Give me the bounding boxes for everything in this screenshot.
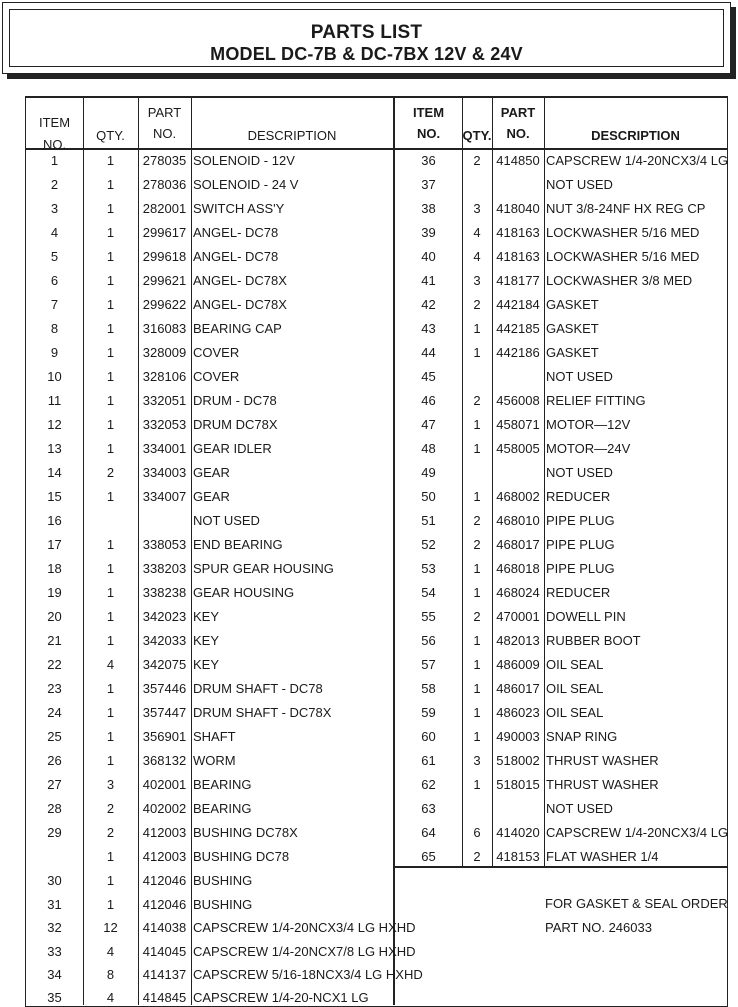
part-no-cell: 518015 <box>496 777 540 792</box>
description-cell: NOT USED <box>546 369 613 384</box>
description-cell: KEY <box>193 633 220 648</box>
qty-cell: 1 <box>106 177 115 192</box>
part-no-cell: 418177 <box>496 273 540 288</box>
item-no-cell: 7 <box>50 297 59 312</box>
item-no-cell: 44 <box>421 345 436 360</box>
description-cell: SOLENOID - 12V <box>193 153 295 168</box>
description-cell: GEAR HOUSING <box>193 585 295 600</box>
description-cell: BUSHING <box>193 873 253 888</box>
item-no-cell: 36 <box>421 153 436 168</box>
description-cell: CAPSCREW 5/16-18NCX3/4 LG HXHD <box>193 966 423 982</box>
description-cell: ANGEL- DC78 <box>193 249 279 264</box>
description-cell: ANGEL- DC78 <box>193 225 279 240</box>
part-no-cell: 282001 <box>142 201 187 216</box>
item-no-cell: 56 <box>421 633 436 648</box>
item-no-cell: 12 <box>47 417 62 432</box>
qty-cell: 1 <box>106 681 115 696</box>
description-cell: BEARING <box>193 777 252 792</box>
qty-cell: 1 <box>473 585 481 600</box>
parts-table <box>25 96 728 1007</box>
item-no-cell: 52 <box>421 537 436 552</box>
part-no-cell: 342075 <box>142 657 187 672</box>
description-cell: LOCKWASHER 5/16 MED <box>546 225 700 240</box>
item-no-cell: 18 <box>47 561 62 576</box>
part-no-cell: 442184 <box>496 297 540 312</box>
part-no-cell: 402002 <box>142 801 187 816</box>
part-no-cell: 357447 <box>142 705 187 720</box>
description-cell: NOT USED <box>546 177 613 192</box>
item-no-cell: 16 <box>47 513 62 528</box>
part-no-cell: 414850 <box>496 153 540 168</box>
item-no-cell: 26 <box>47 753 62 768</box>
description-cell: CAPSCREW 1/4-20NCX7/8 LG HXHD <box>193 943 416 959</box>
description-cell: CAPSCREW 1/4-20-NCX1 LG <box>193 990 369 1006</box>
part-no-cell: 299617 <box>142 225 187 240</box>
part-no-cell: 342033 <box>142 633 187 648</box>
qty-cell: 1 <box>473 657 481 672</box>
qty-cell: 1 <box>473 729 481 744</box>
description-cell: GEAR IDLER <box>193 441 272 456</box>
note-line2: PART NO. 246033 <box>545 920 652 935</box>
part-no-cell: 456008 <box>496 393 540 408</box>
header-qty-right: QTY. <box>462 128 492 143</box>
description-cell: OIL SEAL <box>546 657 604 672</box>
header-part-line2: NO. <box>152 126 177 141</box>
qty-cell: 2 <box>473 393 481 408</box>
item-no-cell: 38 <box>421 201 436 216</box>
qty-cell: 1 <box>473 561 481 576</box>
qty-cell: 1 <box>473 681 481 696</box>
description-cell: DOWELL PIN <box>546 609 626 624</box>
item-no-cell: 10 <box>47 369 62 384</box>
part-no-cell: 338203 <box>142 561 187 576</box>
item-no-cell: 43 <box>421 321 436 336</box>
description-cell: DRUM - DC78 <box>193 393 277 408</box>
description-cell: END BEARING <box>193 537 283 552</box>
qty-cell: 1 <box>106 537 115 552</box>
part-no-cell: 468017 <box>496 537 540 552</box>
header-item-no: ITEM NO. <box>38 115 71 152</box>
item-no-cell: 49 <box>421 465 436 480</box>
qty-cell: 1 <box>473 345 481 360</box>
item-no-cell: 46 <box>421 393 436 408</box>
part-no-cell: 412003 <box>142 849 187 864</box>
header-qty: QTY. <box>96 128 125 143</box>
description-cell: NUT 3/8-24NF HX REG CP <box>546 201 706 216</box>
page-title: PARTS LIST <box>310 22 423 43</box>
qty-cell: 1 <box>106 153 115 168</box>
description-cell: BEARING <box>193 801 252 816</box>
item-no-cell: 27 <box>47 777 62 792</box>
description-cell: GEAR <box>193 489 230 504</box>
description-cell: SOLENOID - 24 V <box>193 177 299 192</box>
qty-cell: 1 <box>473 321 481 336</box>
description-cell: BUSHING DC78X <box>193 825 298 840</box>
item-no-cell: 14 <box>47 465 62 480</box>
item-no-cell: 23 <box>47 681 62 696</box>
qty-cell: 1 <box>106 297 115 312</box>
qty-cell: 4 <box>473 225 481 240</box>
item-no-cell: 53 <box>421 561 436 576</box>
part-no-cell: 412046 <box>142 873 187 888</box>
part-no-cell: 338053 <box>142 537 187 552</box>
qty-cell: 2 <box>473 297 481 312</box>
qty-cell: 1 <box>106 729 115 744</box>
description-cell: GEAR <box>193 465 230 480</box>
qty-cell: 1 <box>106 585 115 600</box>
item-no-cell: 15 <box>47 489 62 504</box>
item-no-cell: 48 <box>421 441 436 456</box>
qty-cell: 1 <box>106 225 115 240</box>
part-no-cell: 334003 <box>142 465 187 480</box>
part-no-cell: 414845 <box>142 990 187 1006</box>
description-cell: REDUCER <box>546 489 611 504</box>
header-part-right-line2: NO. <box>506 126 530 141</box>
part-no-cell: 418153 <box>496 849 540 864</box>
item-no-cell: 9 <box>50 345 59 360</box>
part-no-cell: 316083 <box>142 321 187 336</box>
col-divider <box>544 98 545 868</box>
item-no-cell: 50 <box>421 489 436 504</box>
item-no-cell: 31 <box>47 897 62 912</box>
description-cell: GASKET <box>546 321 599 336</box>
item-no-cell: 42 <box>421 297 436 312</box>
qty-cell: 1 <box>106 345 115 360</box>
qty-cell: 1 <box>106 897 115 912</box>
header-item-line2: NO. <box>416 126 441 141</box>
description-cell: THRUST WASHER <box>546 777 659 792</box>
qty-cell: 4 <box>106 990 115 1006</box>
description-cell: RELIEF FITTING <box>546 393 646 408</box>
part-no-cell: 518002 <box>496 753 540 768</box>
description-cell: LOCKWASHER 3/8 MED <box>546 273 693 288</box>
qty-cell: 1 <box>106 633 115 648</box>
part-no-cell: 458071 <box>496 417 540 432</box>
description-cell: CAPSCREW 1/4-20NCX3/4 LG <box>546 825 729 840</box>
item-no-cell: 6 <box>50 273 59 288</box>
description-cell: DRUM SHAFT - DC78 <box>193 681 323 696</box>
part-no-cell: 470001 <box>496 609 540 624</box>
qty-cell: 1 <box>106 561 115 576</box>
description-cell: WORM <box>193 753 236 768</box>
qty-cell: 3 <box>473 753 481 768</box>
title-inner-frame <box>9 9 724 67</box>
item-no-cell: 55 <box>421 609 436 624</box>
part-no-cell: 356901 <box>142 729 187 744</box>
item-no-cell: 34 <box>47 966 62 982</box>
part-no-cell: 486017 <box>496 681 540 696</box>
description-cell: BUSHING <box>193 897 253 912</box>
description-cell: GASKET <box>546 297 599 312</box>
item-no-cell: 45 <box>421 369 436 384</box>
item-no-cell: 61 <box>421 753 436 768</box>
qty-cell: 2 <box>106 801 115 816</box>
part-no-cell: 486009 <box>496 657 540 672</box>
item-no-cell: 1 <box>50 153 59 168</box>
part-no-cell: 299618 <box>142 249 187 264</box>
description-cell: DRUM DC78X <box>193 417 278 432</box>
qty-cell: 2 <box>473 537 481 552</box>
item-no-cell: 4 <box>50 225 59 240</box>
description-cell: MOTOR—24V <box>546 441 631 456</box>
item-no-cell: 62 <box>421 777 436 792</box>
qty-cell: 1 <box>106 489 115 504</box>
part-no-cell: 299621 <box>142 273 187 288</box>
qty-cell: 1 <box>106 249 115 264</box>
item-no-cell: 21 <box>47 633 62 648</box>
description-cell: CAPSCREW 1/4-20NCX3/4 LG <box>546 153 729 168</box>
item-no-cell: 8 <box>50 321 59 336</box>
qty-cell: 1 <box>106 873 115 888</box>
qty-cell: 2 <box>473 609 481 624</box>
item-no-cell: 30 <box>47 873 62 888</box>
description-cell: ANGEL- DC78X <box>193 297 287 312</box>
item-no-cell: 41 <box>421 273 436 288</box>
item-no-cell: 17 <box>47 537 62 552</box>
description-cell: PIPE PLUG <box>546 561 615 576</box>
page-subtitle: MODEL DC-7B & DC-7BX 12V & 24V <box>210 44 523 64</box>
qty-cell: 1 <box>106 273 115 288</box>
description-cell: SWITCH ASS'Y <box>193 201 285 216</box>
description-cell: CAPSCREW 1/4-20NCX3/4 LG HXHD <box>193 920 416 936</box>
part-no-cell: 482013 <box>496 633 540 648</box>
part-no-cell: 332051 <box>142 393 187 408</box>
part-no-cell: 442185 <box>496 321 540 336</box>
description-cell: COVER <box>193 345 240 360</box>
description-cell: KEY <box>193 657 220 672</box>
item-no-cell: 40 <box>421 249 436 264</box>
part-no-cell: 278036 <box>142 177 187 192</box>
header-part-line1: PART <box>147 105 182 120</box>
item-no-cell: 65 <box>421 849 436 864</box>
qty-cell: 1 <box>106 441 115 456</box>
part-no-cell: 412003 <box>142 825 187 840</box>
qty-cell: 8 <box>106 966 115 982</box>
item-no-cell: 19 <box>47 585 62 600</box>
qty-cell: 1 <box>473 705 481 720</box>
item-no-cell: 58 <box>421 681 436 696</box>
description-cell: ANGEL- DC78X <box>193 273 287 288</box>
description-cell: SNAP RING <box>546 729 618 744</box>
part-no-cell: 328106 <box>142 369 187 384</box>
qty-cell: 3 <box>106 777 115 792</box>
item-no-cell: 13 <box>47 441 62 456</box>
item-no-cell: 25 <box>47 729 62 744</box>
qty-cell: 4 <box>473 249 481 264</box>
item-no-cell: 3 <box>50 201 59 216</box>
item-no-cell: 64 <box>421 825 436 840</box>
item-no-cell: 60 <box>421 729 436 744</box>
item-no-cell: 51 <box>421 513 436 528</box>
item-no-cell: 32 <box>47 920 62 936</box>
qty-cell: 2 <box>473 849 481 864</box>
part-no-cell: 338238 <box>142 585 187 600</box>
header-part-right-line1: PART <box>500 105 536 120</box>
part-no-cell: 468010 <box>496 513 540 528</box>
part-no-cell: 334001 <box>142 441 187 456</box>
part-no-cell: 414038 <box>142 920 187 936</box>
item-no-cell: 24 <box>47 705 62 720</box>
qty-cell: 1 <box>473 777 481 792</box>
qty-cell: 4 <box>106 943 115 959</box>
description-cell: NOT USED <box>546 465 613 480</box>
item-no-cell: 57 <box>421 657 436 672</box>
part-no-cell: 357446 <box>142 681 187 696</box>
qty-cell: 2 <box>106 465 115 480</box>
item-no-cell: 22 <box>47 657 62 672</box>
description-cell: PIPE PLUG <box>546 537 615 552</box>
part-no-cell: 414020 <box>496 825 540 840</box>
description-cell: COVER <box>193 369 240 384</box>
title-box <box>2 2 731 74</box>
item-no-cell: 2 <box>50 177 59 192</box>
qty-cell: 12 <box>103 920 118 936</box>
description-cell: BEARING CAP <box>193 321 282 336</box>
item-no-cell: 37 <box>421 177 436 192</box>
description-cell: THRUST WASHER <box>546 753 659 768</box>
qty-cell: 2 <box>473 153 481 168</box>
qty-cell: 3 <box>473 201 481 216</box>
qty-cell: 1 <box>106 417 115 432</box>
header-description-right: DESCRIPTION <box>591 128 680 143</box>
description-cell: NOT USED <box>193 513 260 528</box>
description-cell: RUBBER BOOT <box>546 633 641 648</box>
description-cell: DRUM SHAFT - DC78X <box>193 705 332 720</box>
item-no-cell: 5 <box>50 249 59 264</box>
description-cell: GASKET <box>546 345 599 360</box>
qty-cell: 1 <box>106 321 115 336</box>
part-no-cell: 486023 <box>496 705 540 720</box>
description-cell: SHAFT <box>193 729 236 744</box>
header-item-line1: ITEM <box>412 105 445 120</box>
part-no-cell: 458005 <box>496 441 540 456</box>
description-cell: LOCKWASHER 5/16 MED <box>546 249 700 264</box>
description-cell: SPUR GEAR HOUSING <box>193 561 334 576</box>
item-no-cell: 47 <box>421 417 436 432</box>
qty-cell: 1 <box>106 609 115 624</box>
description-cell: PIPE PLUG <box>546 513 615 528</box>
qty-cell: 4 <box>106 657 115 672</box>
part-no-cell: 278035 <box>142 153 187 168</box>
description-cell: MOTOR—12V <box>546 417 631 432</box>
item-no-cell: 20 <box>47 609 62 624</box>
item-no-cell: 33 <box>47 943 62 959</box>
qty-cell: 1 <box>473 417 481 432</box>
col-divider <box>191 98 192 1005</box>
part-no-cell: 368132 <box>142 753 187 768</box>
description-cell: FLAT WASHER 1/4 <box>546 849 659 864</box>
part-no-cell: 490003 <box>496 729 540 744</box>
item-no-cell: 35 <box>47 990 62 1006</box>
part-no-cell: 328009 <box>142 345 187 360</box>
item-no-cell: 29 <box>47 825 62 840</box>
description-cell: REDUCER <box>546 585 611 600</box>
right-table-end-rule <box>395 866 727 868</box>
description-cell: BUSHING DC78 <box>193 849 290 864</box>
description-cell: KEY <box>193 609 220 624</box>
part-no-cell: 342023 <box>142 609 187 624</box>
description-cell: NOT USED <box>546 801 613 816</box>
qty-cell: 2 <box>106 825 115 840</box>
item-no-cell: 39 <box>421 225 436 240</box>
item-no-cell: 63 <box>421 801 436 816</box>
qty-cell: 2 <box>473 513 481 528</box>
part-no-cell: 468002 <box>496 489 540 504</box>
qty-cell: 1 <box>106 369 115 384</box>
part-no-cell: 332053 <box>142 417 187 432</box>
qty-cell: 3 <box>473 273 481 288</box>
part-no-cell: 414045 <box>142 943 187 959</box>
qty-cell: 1 <box>473 441 481 456</box>
item-no-cell: 59 <box>421 705 436 720</box>
part-no-cell: 299622 <box>142 297 187 312</box>
qty-cell: 1 <box>473 633 481 648</box>
qty-cell: 1 <box>106 201 115 216</box>
qty-cell: 1 <box>106 849 115 864</box>
qty-cell: 6 <box>473 825 481 840</box>
qty-cell: 1 <box>106 393 115 408</box>
part-no-cell: 418163 <box>496 249 540 264</box>
part-no-cell: 442186 <box>496 345 540 360</box>
item-no-cell: 54 <box>421 585 436 600</box>
qty-cell: 1 <box>106 753 115 768</box>
description-cell: OIL SEAL <box>546 705 604 720</box>
part-no-cell: 412046 <box>142 897 187 912</box>
qty-cell: 1 <box>473 489 481 504</box>
part-no-cell: 334007 <box>142 489 187 504</box>
part-no-cell: 468018 <box>496 561 540 576</box>
part-no-cell: 402001 <box>142 777 187 792</box>
item-no-cell: 11 <box>47 393 62 408</box>
part-no-cell: 418163 <box>496 225 540 240</box>
part-no-cell: 468024 <box>496 585 540 600</box>
header-description: DESCRIPTION <box>247 128 337 143</box>
note-line1: FOR GASKET & SEAL ORDER <box>545 896 728 911</box>
item-no-cell: 28 <box>47 801 62 816</box>
qty-cell: 1 <box>106 705 115 720</box>
description-cell: OIL SEAL <box>546 681 604 696</box>
header-rule <box>26 148 727 150</box>
part-no-cell: 414137 <box>142 966 187 982</box>
part-no-cell: 418040 <box>496 201 540 216</box>
